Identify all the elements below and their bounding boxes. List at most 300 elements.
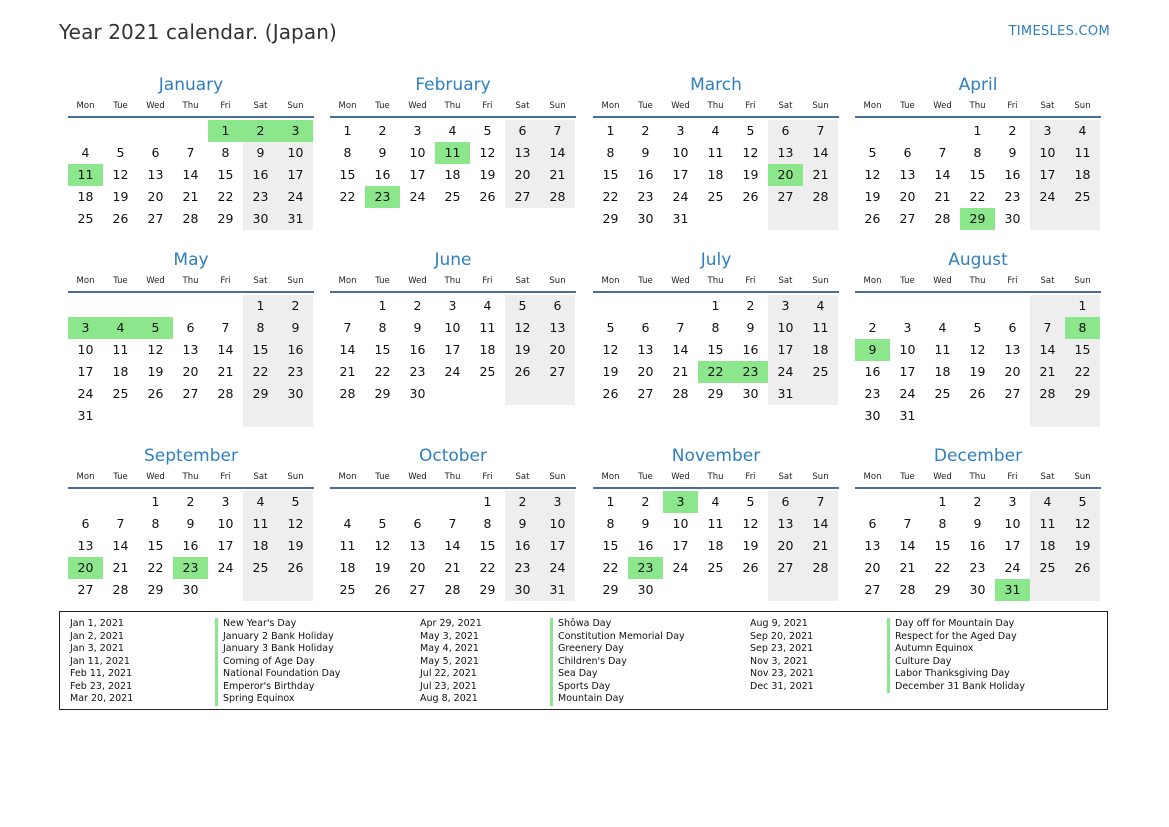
day-cell[interactable]: 29 xyxy=(479,582,496,597)
holiday-day-cell[interactable]: 31 xyxy=(995,579,1030,601)
day-cell[interactable]: 8 xyxy=(221,145,230,160)
day-cell[interactable]: 7 xyxy=(803,120,838,142)
day-cell[interactable]: 19 xyxy=(479,167,496,182)
day-cell[interactable]: 1 xyxy=(151,494,160,509)
day-cell[interactable]: 17 xyxy=(672,538,689,553)
day-cell[interactable]: 9 xyxy=(1008,145,1017,160)
day-cell[interactable]: 3 xyxy=(221,494,230,509)
day-cell[interactable]: 2 xyxy=(186,494,195,509)
day-cell[interactable]: 2 xyxy=(746,298,755,313)
day-cell[interactable]: 19 xyxy=(147,364,164,379)
day-cell[interactable]: 8 xyxy=(483,516,492,531)
day-cell[interactable]: 6 xyxy=(81,516,90,531)
day-cell[interactable]: 15 xyxy=(217,167,234,182)
day-cell[interactable]: 8 xyxy=(151,516,160,531)
holiday-day-cell[interactable]: 3 xyxy=(68,317,103,339)
day-cell[interactable]: 13 xyxy=(637,342,654,357)
day-cell[interactable]: 29 xyxy=(934,582,951,597)
day-cell[interactable]: 19 xyxy=(969,364,986,379)
day-cell[interactable]: 17 xyxy=(409,167,426,182)
day-cell[interactable]: 10 xyxy=(899,342,916,357)
day-cell[interactable]: 6 xyxy=(413,516,422,531)
day-cell[interactable]: 28 xyxy=(803,557,838,579)
day-cell[interactable]: 11 xyxy=(1030,513,1065,535)
day-cell[interactable]: 16 xyxy=(182,538,199,553)
day-cell[interactable]: 16 xyxy=(243,164,278,186)
day-cell[interactable]: 31 xyxy=(899,408,916,423)
day-cell[interactable]: 7 xyxy=(1030,317,1065,339)
day-cell[interactable]: 21 xyxy=(112,560,129,575)
day-cell[interactable]: 12 xyxy=(864,167,881,182)
day-cell[interactable]: 17 xyxy=(278,164,313,186)
day-cell[interactable]: 10 xyxy=(540,513,575,535)
day-cell[interactable]: 13 xyxy=(540,317,575,339)
day-cell[interactable]: 23 xyxy=(864,386,881,401)
day-cell[interactable]: 3 xyxy=(413,123,422,138)
day-cell[interactable]: 27 xyxy=(505,186,540,208)
day-cell[interactable]: 19 xyxy=(1065,535,1100,557)
day-cell[interactable]: 24 xyxy=(77,386,94,401)
day-cell[interactable]: 21 xyxy=(540,164,575,186)
day-cell[interactable]: 16 xyxy=(374,167,391,182)
day-cell[interactable]: 29 xyxy=(602,211,619,226)
day-cell[interactable]: 29 xyxy=(707,386,724,401)
day-cell[interactable]: 26 xyxy=(864,211,881,226)
day-cell[interactable]: 17 xyxy=(899,364,916,379)
day-cell[interactable]: 12 xyxy=(1065,513,1100,535)
day-cell[interactable]: 22 xyxy=(602,560,619,575)
day-cell[interactable]: 29 xyxy=(374,386,391,401)
day-cell[interactable]: 17 xyxy=(672,167,689,182)
holiday-day-cell[interactable]: 23 xyxy=(733,361,768,383)
day-cell[interactable]: 28 xyxy=(803,186,838,208)
day-cell[interactable]: 8 xyxy=(938,516,947,531)
holiday-day-cell[interactable]: 8 xyxy=(1065,317,1100,339)
day-cell[interactable]: 28 xyxy=(339,386,356,401)
day-cell[interactable]: 1 xyxy=(606,494,615,509)
day-cell[interactable]: 23 xyxy=(278,361,313,383)
day-cell[interactable]: 1 xyxy=(973,123,982,138)
day-cell[interactable]: 11 xyxy=(803,317,838,339)
day-cell[interactable]: 23 xyxy=(409,364,426,379)
day-cell[interactable]: 9 xyxy=(413,320,422,335)
day-cell[interactable]: 7 xyxy=(343,320,352,335)
day-cell[interactable]: 12 xyxy=(278,513,313,535)
holiday-day-cell[interactable]: 9 xyxy=(855,339,890,361)
day-cell[interactable]: 4 xyxy=(711,123,720,138)
day-cell[interactable]: 5 xyxy=(746,123,755,138)
day-cell[interactable]: 16 xyxy=(742,342,759,357)
day-cell[interactable]: 6 xyxy=(151,145,160,160)
day-cell[interactable]: 16 xyxy=(637,167,654,182)
day-cell[interactable]: 7 xyxy=(221,320,230,335)
day-cell[interactable]: 26 xyxy=(1065,557,1100,579)
day-cell[interactable]: 19 xyxy=(742,538,759,553)
day-cell[interactable]: 21 xyxy=(899,560,916,575)
day-cell[interactable]: 25 xyxy=(77,211,94,226)
day-cell[interactable]: 31 xyxy=(77,408,94,423)
day-cell[interactable]: 14 xyxy=(672,342,689,357)
day-cell[interactable]: 1 xyxy=(938,494,947,509)
day-cell[interactable]: 15 xyxy=(707,342,724,357)
day-cell[interactable]: 13 xyxy=(505,142,540,164)
day-cell[interactable]: 22 xyxy=(243,361,278,383)
day-cell[interactable]: 20 xyxy=(637,364,654,379)
holiday-day-cell[interactable]: 29 xyxy=(960,208,995,230)
day-cell[interactable]: 26 xyxy=(602,386,619,401)
day-cell[interactable]: 22 xyxy=(479,560,496,575)
day-cell[interactable]: 15 xyxy=(147,538,164,553)
day-cell[interactable]: 1 xyxy=(343,123,352,138)
day-cell[interactable]: 6 xyxy=(186,320,195,335)
day-cell[interactable]: 5 xyxy=(1065,491,1100,513)
day-cell[interactable]: 31 xyxy=(768,383,803,405)
day-cell[interactable]: 23 xyxy=(1004,189,1021,204)
day-cell[interactable]: 12 xyxy=(742,145,759,160)
day-cell[interactable]: 16 xyxy=(1004,167,1021,182)
holiday-day-cell[interactable]: 11 xyxy=(68,164,103,186)
day-cell[interactable]: 27 xyxy=(77,582,94,597)
day-cell[interactable]: 7 xyxy=(186,145,195,160)
day-cell[interactable]: 15 xyxy=(339,167,356,182)
day-cell[interactable]: 7 xyxy=(938,145,947,160)
day-cell[interactable]: 3 xyxy=(540,491,575,513)
day-cell[interactable]: 2 xyxy=(1008,123,1017,138)
day-cell[interactable]: 27 xyxy=(768,557,803,579)
day-cell[interactable]: 20 xyxy=(540,339,575,361)
day-cell[interactable]: 19 xyxy=(112,189,129,204)
day-cell[interactable]: 1 xyxy=(243,295,278,317)
day-cell[interactable]: 3 xyxy=(768,295,803,317)
day-cell[interactable]: 24 xyxy=(768,361,803,383)
holiday-day-cell[interactable]: 2 xyxy=(243,120,278,142)
day-cell[interactable]: 8 xyxy=(973,145,982,160)
day-cell[interactable]: 6 xyxy=(641,320,650,335)
day-cell[interactable]: 17 xyxy=(217,538,234,553)
day-cell[interactable]: 4 xyxy=(81,145,90,160)
day-cell[interactable]: 13 xyxy=(864,538,881,553)
day-cell[interactable]: 13 xyxy=(768,513,803,535)
day-cell[interactable]: 17 xyxy=(1004,538,1021,553)
day-cell[interactable]: 30 xyxy=(505,579,540,601)
day-cell[interactable]: 14 xyxy=(182,167,199,182)
day-cell[interactable]: 14 xyxy=(803,142,838,164)
day-cell[interactable]: 30 xyxy=(243,208,278,230)
day-cell[interactable]: 16 xyxy=(409,342,426,357)
day-cell[interactable]: 26 xyxy=(505,361,540,383)
day-cell[interactable]: 11 xyxy=(479,320,496,335)
day-cell[interactable]: 7 xyxy=(116,516,125,531)
day-cell[interactable]: 21 xyxy=(934,189,951,204)
day-cell[interactable]: 13 xyxy=(768,142,803,164)
day-cell[interactable]: 7 xyxy=(903,516,912,531)
day-cell[interactable]: 18 xyxy=(339,560,356,575)
day-cell[interactable]: 27 xyxy=(768,186,803,208)
holiday-day-cell[interactable]: 5 xyxy=(138,317,173,339)
day-cell[interactable]: 23 xyxy=(969,560,986,575)
day-cell[interactable]: 11 xyxy=(112,342,129,357)
day-cell[interactable]: 5 xyxy=(746,494,755,509)
day-cell[interactable]: 9 xyxy=(505,513,540,535)
day-cell[interactable]: 21 xyxy=(803,164,838,186)
day-cell[interactable]: 10 xyxy=(1004,516,1021,531)
day-cell[interactable]: 2 xyxy=(505,491,540,513)
day-cell[interactable]: 30 xyxy=(637,582,654,597)
day-cell[interactable]: 21 xyxy=(672,364,689,379)
day-cell[interactable]: 26 xyxy=(969,386,986,401)
day-cell[interactable]: 14 xyxy=(444,538,461,553)
day-cell[interactable]: 5 xyxy=(378,516,387,531)
day-cell[interactable]: 5 xyxy=(606,320,615,335)
day-cell[interactable]: 15 xyxy=(479,538,496,553)
day-cell[interactable]: 6 xyxy=(768,120,803,142)
day-cell[interactable]: 17 xyxy=(540,535,575,557)
day-cell[interactable]: 18 xyxy=(243,535,278,557)
day-cell[interactable]: 19 xyxy=(864,189,881,204)
day-cell[interactable]: 18 xyxy=(444,167,461,182)
day-cell[interactable]: 12 xyxy=(505,317,540,339)
day-cell[interactable]: 4 xyxy=(711,494,720,509)
day-cell[interactable]: 3 xyxy=(903,320,912,335)
day-cell[interactable]: 13 xyxy=(409,538,426,553)
day-cell[interactable]: 6 xyxy=(1008,320,1017,335)
day-cell[interactable]: 25 xyxy=(1065,186,1100,208)
day-cell[interactable]: 28 xyxy=(934,211,951,226)
day-cell[interactable]: 11 xyxy=(707,516,724,531)
day-cell[interactable]: 19 xyxy=(278,535,313,557)
day-cell[interactable]: 25 xyxy=(112,386,129,401)
day-cell[interactable]: 15 xyxy=(374,342,391,357)
day-cell[interactable]: 13 xyxy=(1004,342,1021,357)
day-cell[interactable]: 19 xyxy=(602,364,619,379)
day-cell[interactable]: 9 xyxy=(378,145,387,160)
holiday-day-cell[interactable]: 4 xyxy=(103,317,138,339)
day-cell[interactable]: 26 xyxy=(374,582,391,597)
day-cell[interactable]: 20 xyxy=(864,560,881,575)
day-cell[interactable]: 24 xyxy=(672,560,689,575)
day-cell[interactable]: 17 xyxy=(1030,164,1065,186)
day-cell[interactable]: 11 xyxy=(934,342,951,357)
day-cell[interactable]: 15 xyxy=(969,167,986,182)
day-cell[interactable]: 3 xyxy=(448,298,457,313)
day-cell[interactable]: 29 xyxy=(147,582,164,597)
day-cell[interactable]: 18 xyxy=(934,364,951,379)
day-cell[interactable]: 2 xyxy=(641,494,650,509)
day-cell[interactable]: 15 xyxy=(1065,339,1100,361)
day-cell[interactable]: 4 xyxy=(483,298,492,313)
day-cell[interactable]: 25 xyxy=(1030,557,1065,579)
day-cell[interactable]: 10 xyxy=(768,317,803,339)
day-cell[interactable]: 11 xyxy=(339,538,356,553)
day-cell[interactable]: 21 xyxy=(803,535,838,557)
day-cell[interactable]: 3 xyxy=(1008,494,1017,509)
day-cell[interactable]: 27 xyxy=(182,386,199,401)
day-cell[interactable]: 25 xyxy=(803,361,838,383)
day-cell[interactable]: 8 xyxy=(343,145,352,160)
day-cell[interactable]: 25 xyxy=(243,557,278,579)
day-cell[interactable]: 5 xyxy=(505,295,540,317)
day-cell[interactable]: 4 xyxy=(448,123,457,138)
day-cell[interactable]: 31 xyxy=(278,208,313,230)
day-cell[interactable]: 5 xyxy=(868,145,877,160)
holiday-day-cell[interactable]: 22 xyxy=(698,361,733,383)
day-cell[interactable]: 16 xyxy=(278,339,313,361)
day-cell[interactable]: 30 xyxy=(278,383,313,405)
day-cell[interactable]: 14 xyxy=(934,167,951,182)
day-cell[interactable]: 4 xyxy=(1065,120,1100,142)
day-cell[interactable]: 23 xyxy=(243,186,278,208)
day-cell[interactable]: 26 xyxy=(479,189,496,204)
day-cell[interactable]: 13 xyxy=(182,342,199,357)
day-cell[interactable]: 11 xyxy=(243,513,278,535)
day-cell[interactable]: 9 xyxy=(186,516,195,531)
holiday-day-cell[interactable]: 23 xyxy=(365,186,400,208)
day-cell[interactable]: 15 xyxy=(602,538,619,553)
day-cell[interactable]: 22 xyxy=(339,189,356,204)
day-cell[interactable]: 8 xyxy=(243,317,278,339)
day-cell[interactable]: 10 xyxy=(77,342,94,357)
day-cell[interactable]: 22 xyxy=(969,189,986,204)
day-cell[interactable]: 5 xyxy=(483,123,492,138)
day-cell[interactable]: 6 xyxy=(540,295,575,317)
holiday-day-cell[interactable]: 3 xyxy=(278,120,313,142)
day-cell[interactable]: 30 xyxy=(1004,211,1021,226)
day-cell[interactable]: 25 xyxy=(339,582,356,597)
day-cell[interactable]: 8 xyxy=(606,516,615,531)
day-cell[interactable]: 21 xyxy=(217,364,234,379)
day-cell[interactable]: 11 xyxy=(1065,142,1100,164)
day-cell[interactable]: 29 xyxy=(217,211,234,226)
day-cell[interactable]: 5 xyxy=(973,320,982,335)
day-cell[interactable]: 31 xyxy=(672,211,689,226)
day-cell[interactable]: 28 xyxy=(112,582,129,597)
day-cell[interactable]: 5 xyxy=(278,491,313,513)
day-cell[interactable]: 20 xyxy=(1004,364,1021,379)
day-cell[interactable]: 12 xyxy=(602,342,619,357)
day-cell[interactable]: 7 xyxy=(540,120,575,142)
day-cell[interactable]: 2 xyxy=(378,123,387,138)
day-cell[interactable]: 30 xyxy=(742,386,759,401)
day-cell[interactable]: 12 xyxy=(479,145,496,160)
day-cell[interactable]: 25 xyxy=(934,386,951,401)
day-cell[interactable]: 15 xyxy=(602,167,619,182)
holiday-day-cell[interactable]: 20 xyxy=(68,557,103,579)
day-cell[interactable]: 23 xyxy=(505,557,540,579)
day-cell[interactable]: 14 xyxy=(339,342,356,357)
day-cell[interactable]: 4 xyxy=(343,516,352,531)
day-cell[interactable]: 24 xyxy=(1004,560,1021,575)
day-cell[interactable]: 4 xyxy=(1030,491,1065,513)
day-cell[interactable]: 12 xyxy=(969,342,986,357)
day-cell[interactable]: 10 xyxy=(278,142,313,164)
day-cell[interactable]: 22 xyxy=(147,560,164,575)
day-cell[interactable]: 30 xyxy=(637,211,654,226)
day-cell[interactable]: 12 xyxy=(147,342,164,357)
day-cell[interactable]: 21 xyxy=(339,364,356,379)
day-cell[interactable]: 25 xyxy=(479,364,496,379)
day-cell[interactable]: 13 xyxy=(899,167,916,182)
day-cell[interactable]: 9 xyxy=(278,317,313,339)
day-cell[interactable]: 9 xyxy=(641,145,650,160)
day-cell[interactable]: 12 xyxy=(742,516,759,531)
day-cell[interactable]: 15 xyxy=(934,538,951,553)
holiday-day-cell[interactable]: 23 xyxy=(173,557,208,579)
day-cell[interactable]: 2 xyxy=(868,320,877,335)
day-cell[interactable]: 18 xyxy=(479,342,496,357)
day-cell[interactable]: 4 xyxy=(938,320,947,335)
day-cell[interactable]: 27 xyxy=(540,361,575,383)
day-cell[interactable]: 19 xyxy=(374,560,391,575)
day-cell[interactable]: 18 xyxy=(707,538,724,553)
day-cell[interactable]: 30 xyxy=(864,408,881,423)
day-cell[interactable]: 29 xyxy=(243,383,278,405)
day-cell[interactable]: 14 xyxy=(1030,339,1065,361)
day-cell[interactable]: 4 xyxy=(803,295,838,317)
day-cell[interactable]: 2 xyxy=(641,123,650,138)
day-cell[interactable]: 14 xyxy=(803,513,838,535)
day-cell[interactable]: 17 xyxy=(768,339,803,361)
day-cell[interactable]: 20 xyxy=(182,364,199,379)
day-cell[interactable]: 27 xyxy=(864,582,881,597)
day-cell[interactable]: 21 xyxy=(182,189,199,204)
day-cell[interactable]: 26 xyxy=(742,560,759,575)
day-cell[interactable]: 28 xyxy=(217,386,234,401)
day-cell[interactable]: 28 xyxy=(444,582,461,597)
day-cell[interactable]: 20 xyxy=(899,189,916,204)
day-cell[interactable]: 3 xyxy=(676,123,685,138)
day-cell[interactable]: 7 xyxy=(676,320,685,335)
day-cell[interactable]: 3 xyxy=(1030,120,1065,142)
day-cell[interactable]: 24 xyxy=(540,557,575,579)
holiday-day-cell[interactable]: 1 xyxy=(208,120,243,142)
day-cell[interactable]: 14 xyxy=(899,538,916,553)
day-cell[interactable]: 6 xyxy=(768,491,803,513)
day-cell[interactable]: 2 xyxy=(278,295,313,317)
day-cell[interactable]: 10 xyxy=(444,320,461,335)
day-cell[interactable]: 26 xyxy=(112,211,129,226)
day-cell[interactable]: 10 xyxy=(672,516,689,531)
day-cell[interactable]: 27 xyxy=(1004,386,1021,401)
day-cell[interactable]: 23 xyxy=(637,189,654,204)
day-cell[interactable]: 18 xyxy=(112,364,129,379)
day-cell[interactable]: 25 xyxy=(444,189,461,204)
day-cell[interactable]: 30 xyxy=(969,582,986,597)
day-cell[interactable]: 20 xyxy=(768,535,803,557)
day-cell[interactable]: 16 xyxy=(969,538,986,553)
day-cell[interactable]: 18 xyxy=(1030,535,1065,557)
day-cell[interactable]: 18 xyxy=(803,339,838,361)
day-cell[interactable]: 28 xyxy=(1030,383,1065,405)
day-cell[interactable]: 8 xyxy=(711,320,720,335)
day-cell[interactable]: 16 xyxy=(864,364,881,379)
day-cell[interactable]: 6 xyxy=(903,145,912,160)
day-cell[interactable]: 29 xyxy=(602,582,619,597)
day-cell[interactable]: 6 xyxy=(505,120,540,142)
day-cell[interactable]: 1 xyxy=(1065,295,1100,317)
day-cell[interactable]: 27 xyxy=(637,386,654,401)
day-cell[interactable]: 1 xyxy=(483,494,492,509)
day-cell[interactable]: 24 xyxy=(217,560,234,575)
day-cell[interactable]: 13 xyxy=(77,538,94,553)
day-cell[interactable]: 1 xyxy=(606,123,615,138)
day-cell[interactable]: 4 xyxy=(243,491,278,513)
day-cell[interactable]: 28 xyxy=(672,386,689,401)
day-cell[interactable]: 31 xyxy=(540,579,575,601)
day-cell[interactable]: 15 xyxy=(243,339,278,361)
day-cell[interactable]: 24 xyxy=(1030,186,1065,208)
day-cell[interactable]: 10 xyxy=(672,145,689,160)
day-cell[interactable]: 29 xyxy=(1065,383,1100,405)
